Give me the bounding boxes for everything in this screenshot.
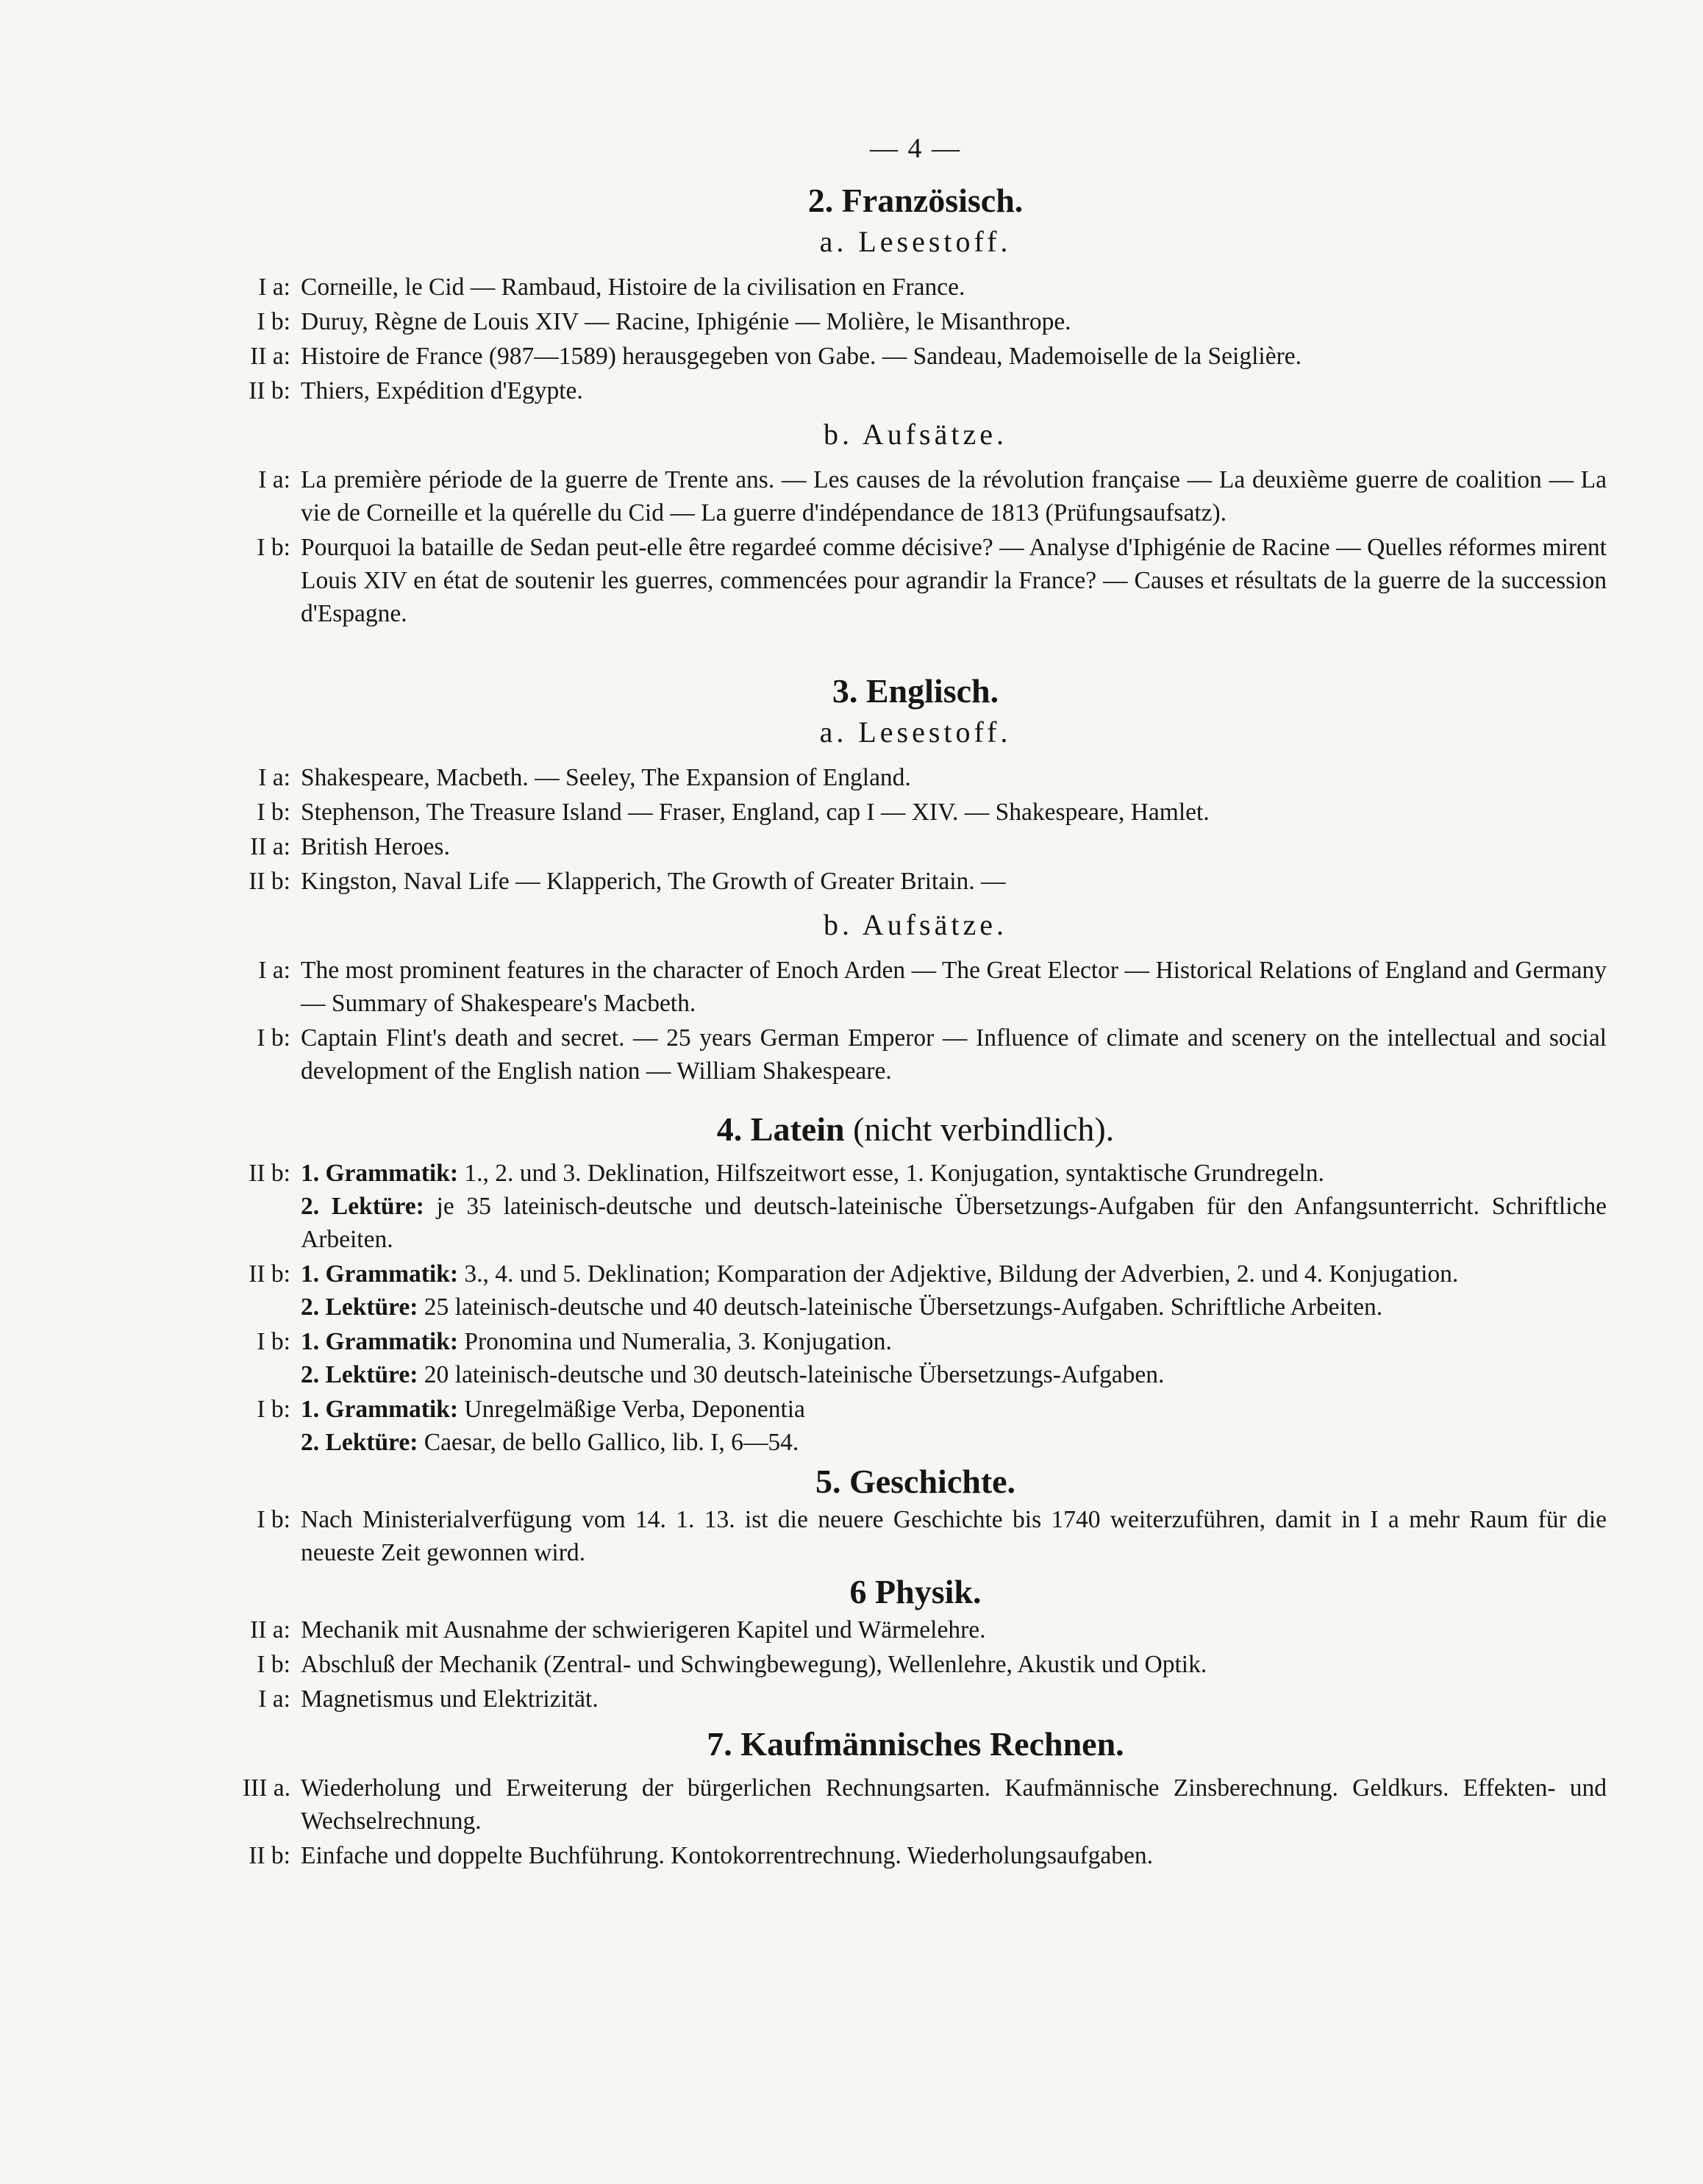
class-label: I b:	[257, 1651, 290, 1678]
class-label: I a:	[258, 957, 290, 984]
section-title: 6 Physik.	[849, 1573, 982, 1610]
class-label: I a:	[258, 274, 290, 301]
entry-text: Stephenson, The Treasure Island — Fraser, England, cap I — XIV. — Shakespeare, Hamlet.	[301, 799, 1210, 826]
entry-text: British Heroes.	[301, 833, 450, 860]
section-title-text: 4. Latein	[716, 1110, 845, 1148]
list-item	[224, 830, 1607, 863]
class-label: I a:	[258, 764, 290, 791]
class-label: I b:	[257, 1396, 290, 1423]
subsection-title: a. Lesestoff.	[819, 225, 1012, 258]
list-item	[224, 865, 1607, 898]
class-label: I b:	[257, 308, 290, 335]
entry-text	[301, 1157, 1607, 1256]
entry-line-text: 25 lateinisch-deutsche und 40 deutsch-lateinische Übersetzungs-Aufgaben. Schriftliche Arbeiten.	[424, 1293, 1383, 1321]
list-item	[224, 1393, 1607, 1459]
entry-line	[301, 1291, 1607, 1324]
entry-line-text: je 35 lateinisch-deutsche und deutsch-lateinische Übersetzungs-Aufgaben für den Anfangsunterricht. Schriftliche Arbeiten.	[301, 1193, 1607, 1253]
class-label: II b:	[249, 1260, 290, 1288]
entry-text	[301, 1325, 1607, 1391]
class-label: I a:	[258, 466, 290, 493]
entry-line-head: 2. Lektüre:	[301, 1361, 418, 1388]
entry-line-text: 3., 4. und 5. Deklination; Komparation der Adjektive, Bildung der Adverbien, 2. und 4. Konjugation.	[464, 1260, 1459, 1288]
section-english	[224, 670, 1607, 1088]
list-item	[224, 954, 1607, 1020]
class-label: II b:	[249, 1842, 290, 1869]
list-item	[224, 271, 1607, 304]
class-label: III a.	[242, 1774, 290, 1802]
list-item	[224, 305, 1607, 338]
list-item	[224, 1325, 1607, 1391]
entry-text: Captain Flint's death and secret. — 25 years German Emperor — Influence of climate and scenery on the intellectual and social development of the English nation — William Shakespeare.	[301, 1024, 1607, 1085]
entry-line-head: 2. Lektüre:	[301, 1429, 418, 1456]
entry-line-head: 1. Grammatik:	[301, 1260, 458, 1288]
entry-text	[301, 1257, 1607, 1324]
entry-text: The most prominent features in the character of Enoch Arden — The Great Elector — Historical Relations of England and Germany — Summary of Shakespeare's Macbeth.	[301, 957, 1607, 1017]
entry-text: Abschluß der Mechanik (Zentral- und Schwingbewegung), Wellenlehre, Akustik und Optik.	[301, 1651, 1207, 1678]
section-history	[224, 1460, 1607, 1569]
entry-text: Wiederholung und Erweiterung der bürgerlichen Rechnungsarten. Kaufmännische Zinsberechnung. Geldkurs. Effekten- und Wechselrechnung.	[301, 1774, 1607, 1835]
section-physics	[224, 1571, 1607, 1716]
entry-line	[301, 1190, 1607, 1256]
entry-text: Nach Ministerialverfügung vom 14. 1. 13. ist die neuere Geschichte bis 1740 weiterzuführen, damit in I a mehr Raum für die neueste Zeit gewonnen wird.	[301, 1506, 1607, 1566]
page-number: — 4 —	[870, 133, 961, 164]
class-label: I b:	[257, 799, 290, 826]
class-label: II a:	[250, 1616, 290, 1644]
list-item	[224, 1613, 1607, 1646]
entry-line	[301, 1257, 1607, 1291]
entry-line	[301, 1358, 1607, 1391]
entry-line	[301, 1393, 1607, 1426]
section-title: 5. Geschichte.	[815, 1463, 1016, 1500]
list-item	[224, 1157, 1607, 1256]
entry-line-head: 1. Grammatik:	[301, 1396, 458, 1423]
section-title: 2. Französisch.	[807, 182, 1024, 219]
document-page	[224, 132, 1607, 1874]
entry-line-text: Unregelmäßige Verba, Deponentia	[464, 1396, 805, 1423]
entry-text	[301, 1393, 1607, 1459]
entry-line-head: 1. Grammatik:	[301, 1160, 458, 1187]
section-latin	[224, 1108, 1607, 1459]
class-label: I a:	[258, 1685, 290, 1713]
class-label: I b:	[257, 1328, 290, 1355]
section-title	[224, 1108, 1607, 1151]
list-item	[224, 340, 1607, 373]
entry-line-head: 2. Lektüre:	[301, 1293, 418, 1321]
subsection-title: b. Aufsätze.	[824, 908, 1007, 941]
entry-line-text: Caesar, de bello Gallico, lib. I, 6—54.	[424, 1429, 799, 1456]
list-item	[224, 1257, 1607, 1324]
subsection-title: a. Lesestoff.	[819, 715, 1012, 749]
class-label: II b:	[249, 868, 290, 895]
list-item	[224, 1503, 1607, 1569]
entry-line-text: Pronomina und Numeralia, 3. Konjugation.	[464, 1328, 892, 1355]
entry-text: Pourquoi la bataille de Sedan peut-elle être regardeé comme décisive? — Analyse d'Iphigénie de Racine — Quelles réformes mirent Louis XIV en état de soutenir les guerres, commencées pour agrandir la France? — Causes et résultats de la guerre de la succession d'Espagne.	[301, 534, 1607, 627]
section-commerce	[224, 1723, 1607, 1872]
entry-text: Histoire de France (987—1589) herausgegeben von Gabe. — Sandeau, Mademoiselle de la Seiglière.	[301, 343, 1302, 370]
entry-line-head: 1. Grammatik:	[301, 1328, 458, 1355]
entry-line-text: 20 lateinisch-deutsche und 30 deutsch-lateinische Übersetzungs-Aufgaben.	[424, 1361, 1165, 1388]
class-label: II b:	[249, 1160, 290, 1187]
list-item	[224, 374, 1607, 407]
subsection-title: b. Aufsätze.	[824, 418, 1007, 451]
class-label: I b:	[257, 1024, 290, 1052]
entry-text: Duruy, Règne de Louis XIV — Racine, Iphigénie — Molière, le Misanthrope.	[301, 308, 1071, 335]
list-item	[224, 463, 1607, 529]
entry-text: La première période de la guerre de Trente ans. — Les causes de la révolution française — La deuxième guerre de coalition — La vie de Corneille et la quérelle du Cid — La guerre d'indépendance de 1813 (Prüfungsaufsatz).	[301, 466, 1607, 527]
entry-text: Magnetismus und Elektrizität.	[301, 1685, 599, 1713]
entry-text: Einfache und doppelte Buchführung. Kontokorrentrechnung. Wiederholungsaufgaben.	[301, 1842, 1154, 1869]
list-item	[224, 1771, 1607, 1838]
list-item	[224, 1021, 1607, 1088]
class-label: II a:	[250, 343, 290, 370]
class-label: I b:	[257, 534, 290, 561]
list-item	[224, 796, 1607, 829]
list-item	[224, 1648, 1607, 1681]
section-title: 7. Kaufmännisches Rechnen.	[707, 1725, 1124, 1763]
list-item	[224, 761, 1607, 794]
entry-text: Shakespeare, Macbeth. — Seeley, The Expansion of England.	[301, 764, 911, 791]
entry-text: Corneille, le Cid — Rambaud, Histoire de la civilisation en France.	[301, 274, 965, 301]
list-item	[224, 1839, 1607, 1872]
entry-text: Mechanik mit Ausnahme der schwierigeren Kapitel und Wärmelehre.	[301, 1616, 986, 1644]
entry-line	[301, 1157, 1607, 1190]
list-item	[224, 531, 1607, 630]
entry-line	[301, 1426, 1607, 1459]
entry-line-head: 2. Lektüre:	[301, 1193, 424, 1220]
class-label: II b:	[249, 377, 290, 404]
section-title-note: (nicht verbindlich).	[853, 1110, 1115, 1148]
entry-text: Kingston, Naval Life — Klapperich, The Growth of Greater Britain. —	[301, 868, 1006, 895]
section-french	[224, 179, 1607, 630]
entry-line-text: 1., 2. und 3. Deklination, Hilfszeitwort esse, 1. Konjugation, syntaktische Grundregeln.	[464, 1160, 1324, 1187]
list-item	[224, 1682, 1607, 1716]
class-label: II a:	[250, 833, 290, 860]
entry-line	[301, 1325, 1607, 1358]
class-label: I b:	[257, 1506, 290, 1533]
entry-text: Thiers, Expédition d'Egypte.	[301, 377, 583, 404]
section-title: 3. Englisch.	[832, 672, 999, 710]
